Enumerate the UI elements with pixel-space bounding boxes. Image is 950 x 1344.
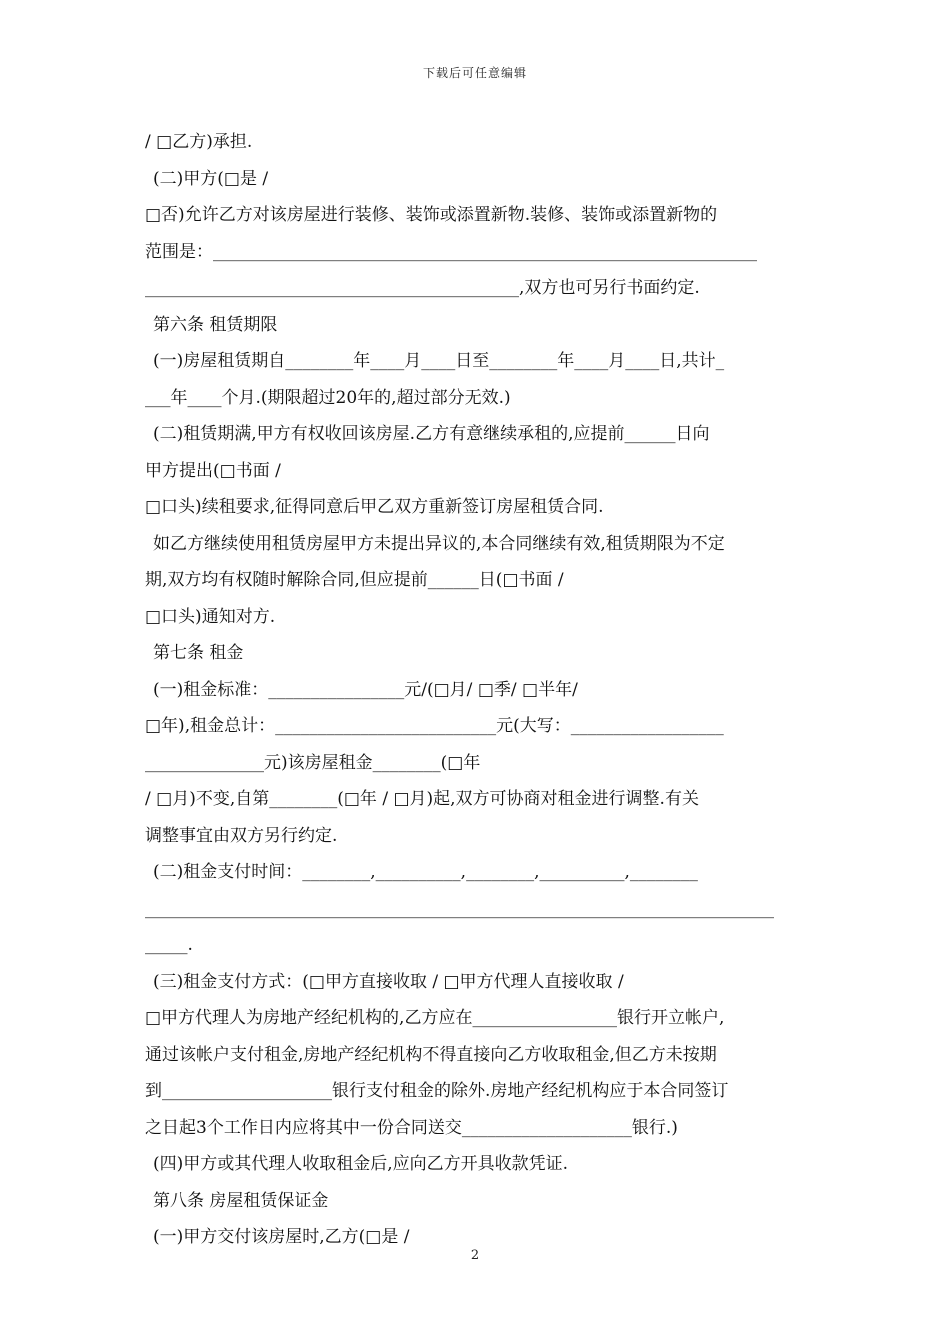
- text-line: _____.: [145, 935, 193, 955]
- text-line: (一)房屋租赁期自________年____月____日至________年____月____日,共计_: [153, 351, 725, 371]
- text-line: 如乙方继续使用租赁房屋甲方未提出异议的,本合同继续有效,租赁期限为不定: [153, 533, 725, 554]
- text-line: ______________元)该房屋租金________(□年: [145, 752, 481, 773]
- text-line: □口头)通知对方.: [145, 606, 276, 627]
- text-line: □年),租金总计：__________________________元(大写：__________________: [145, 716, 724, 736]
- text-line: (二)租金支付时间：________,__________,________,__________,________: [153, 862, 698, 882]
- text-line: (二)租赁期满,甲方有权收回该房屋.乙方有意继续承租的,应提前______日向: [153, 424, 710, 444]
- text-line: 通过该帐户支付租金,房地产经纪机构不得直接向乙方收取租金,但乙方未按期: [145, 1044, 717, 1065]
- text-line: (一)甲方交付该房屋时,乙方(□是 /: [153, 1227, 410, 1247]
- text-line: __________________________________________________________________________: [145, 898, 774, 919]
- text-line: (四)甲方或其代理人收取租金后,应向乙方开具收款凭证.: [153, 1154, 569, 1174]
- text-line: □甲方代理人为房地产经纪机构的,乙方应在_________________银行开立帐户,: [145, 1008, 725, 1028]
- text-line: 甲方提出(□书面 /: [145, 460, 281, 481]
- section-heading: 第八条 房屋租赁保证金: [153, 1190, 329, 1211]
- text-line: / □月)不变,自第________(□年 / □月)起,双方可协商对租金进行调整.有关: [145, 789, 699, 809]
- text-line: 到____________________银行支付租金的除外.房地产经纪机构应于本合同签订: [145, 1081, 729, 1101]
- text-line: 期,双方均有权随时解除合同,但应提前______日(□书面 /: [145, 570, 564, 590]
- text-line: ____________________________________________,双方也可另行书面约定.: [145, 278, 700, 298]
- text-line: 调整事宜由双方另行约定.: [145, 825, 338, 846]
- section-heading: 第六条 租赁期限: [153, 314, 278, 335]
- document-body: [145, 124, 805, 1256]
- text-line: (三)租金支付方式：(□甲方直接收取 / □甲方代理人直接收取 /: [153, 971, 624, 992]
- page-number: 2: [470, 1248, 480, 1263]
- text-line: / □乙方)承担.: [145, 132, 253, 152]
- text-line: (一)租金标准：________________元/(□月/ □季/ □半年/: [153, 679, 578, 700]
- text-line: 之日起3个工作日内应将其中一份合同送交____________________银行.): [145, 1117, 678, 1138]
- text-line: □口头)续租要求,征得同意后甲乙双方重新签订房屋租赁合同.: [145, 497, 604, 517]
- text-line: □否)允许乙方对该房屋进行装修、装饰或添置新物.装修、装饰或添置新物的: [145, 205, 718, 225]
- text-line: ___年____个月.(期限超过20年的,超过部分无效.): [145, 387, 511, 408]
- text-line: (二)甲方(□是 /: [153, 168, 269, 189]
- section-heading: 第七条 租金: [153, 643, 244, 663]
- page-header-note: 下载后可任意编辑: [422, 66, 527, 80]
- text-line: 范围是：________________________________________________________________: [145, 241, 757, 262]
